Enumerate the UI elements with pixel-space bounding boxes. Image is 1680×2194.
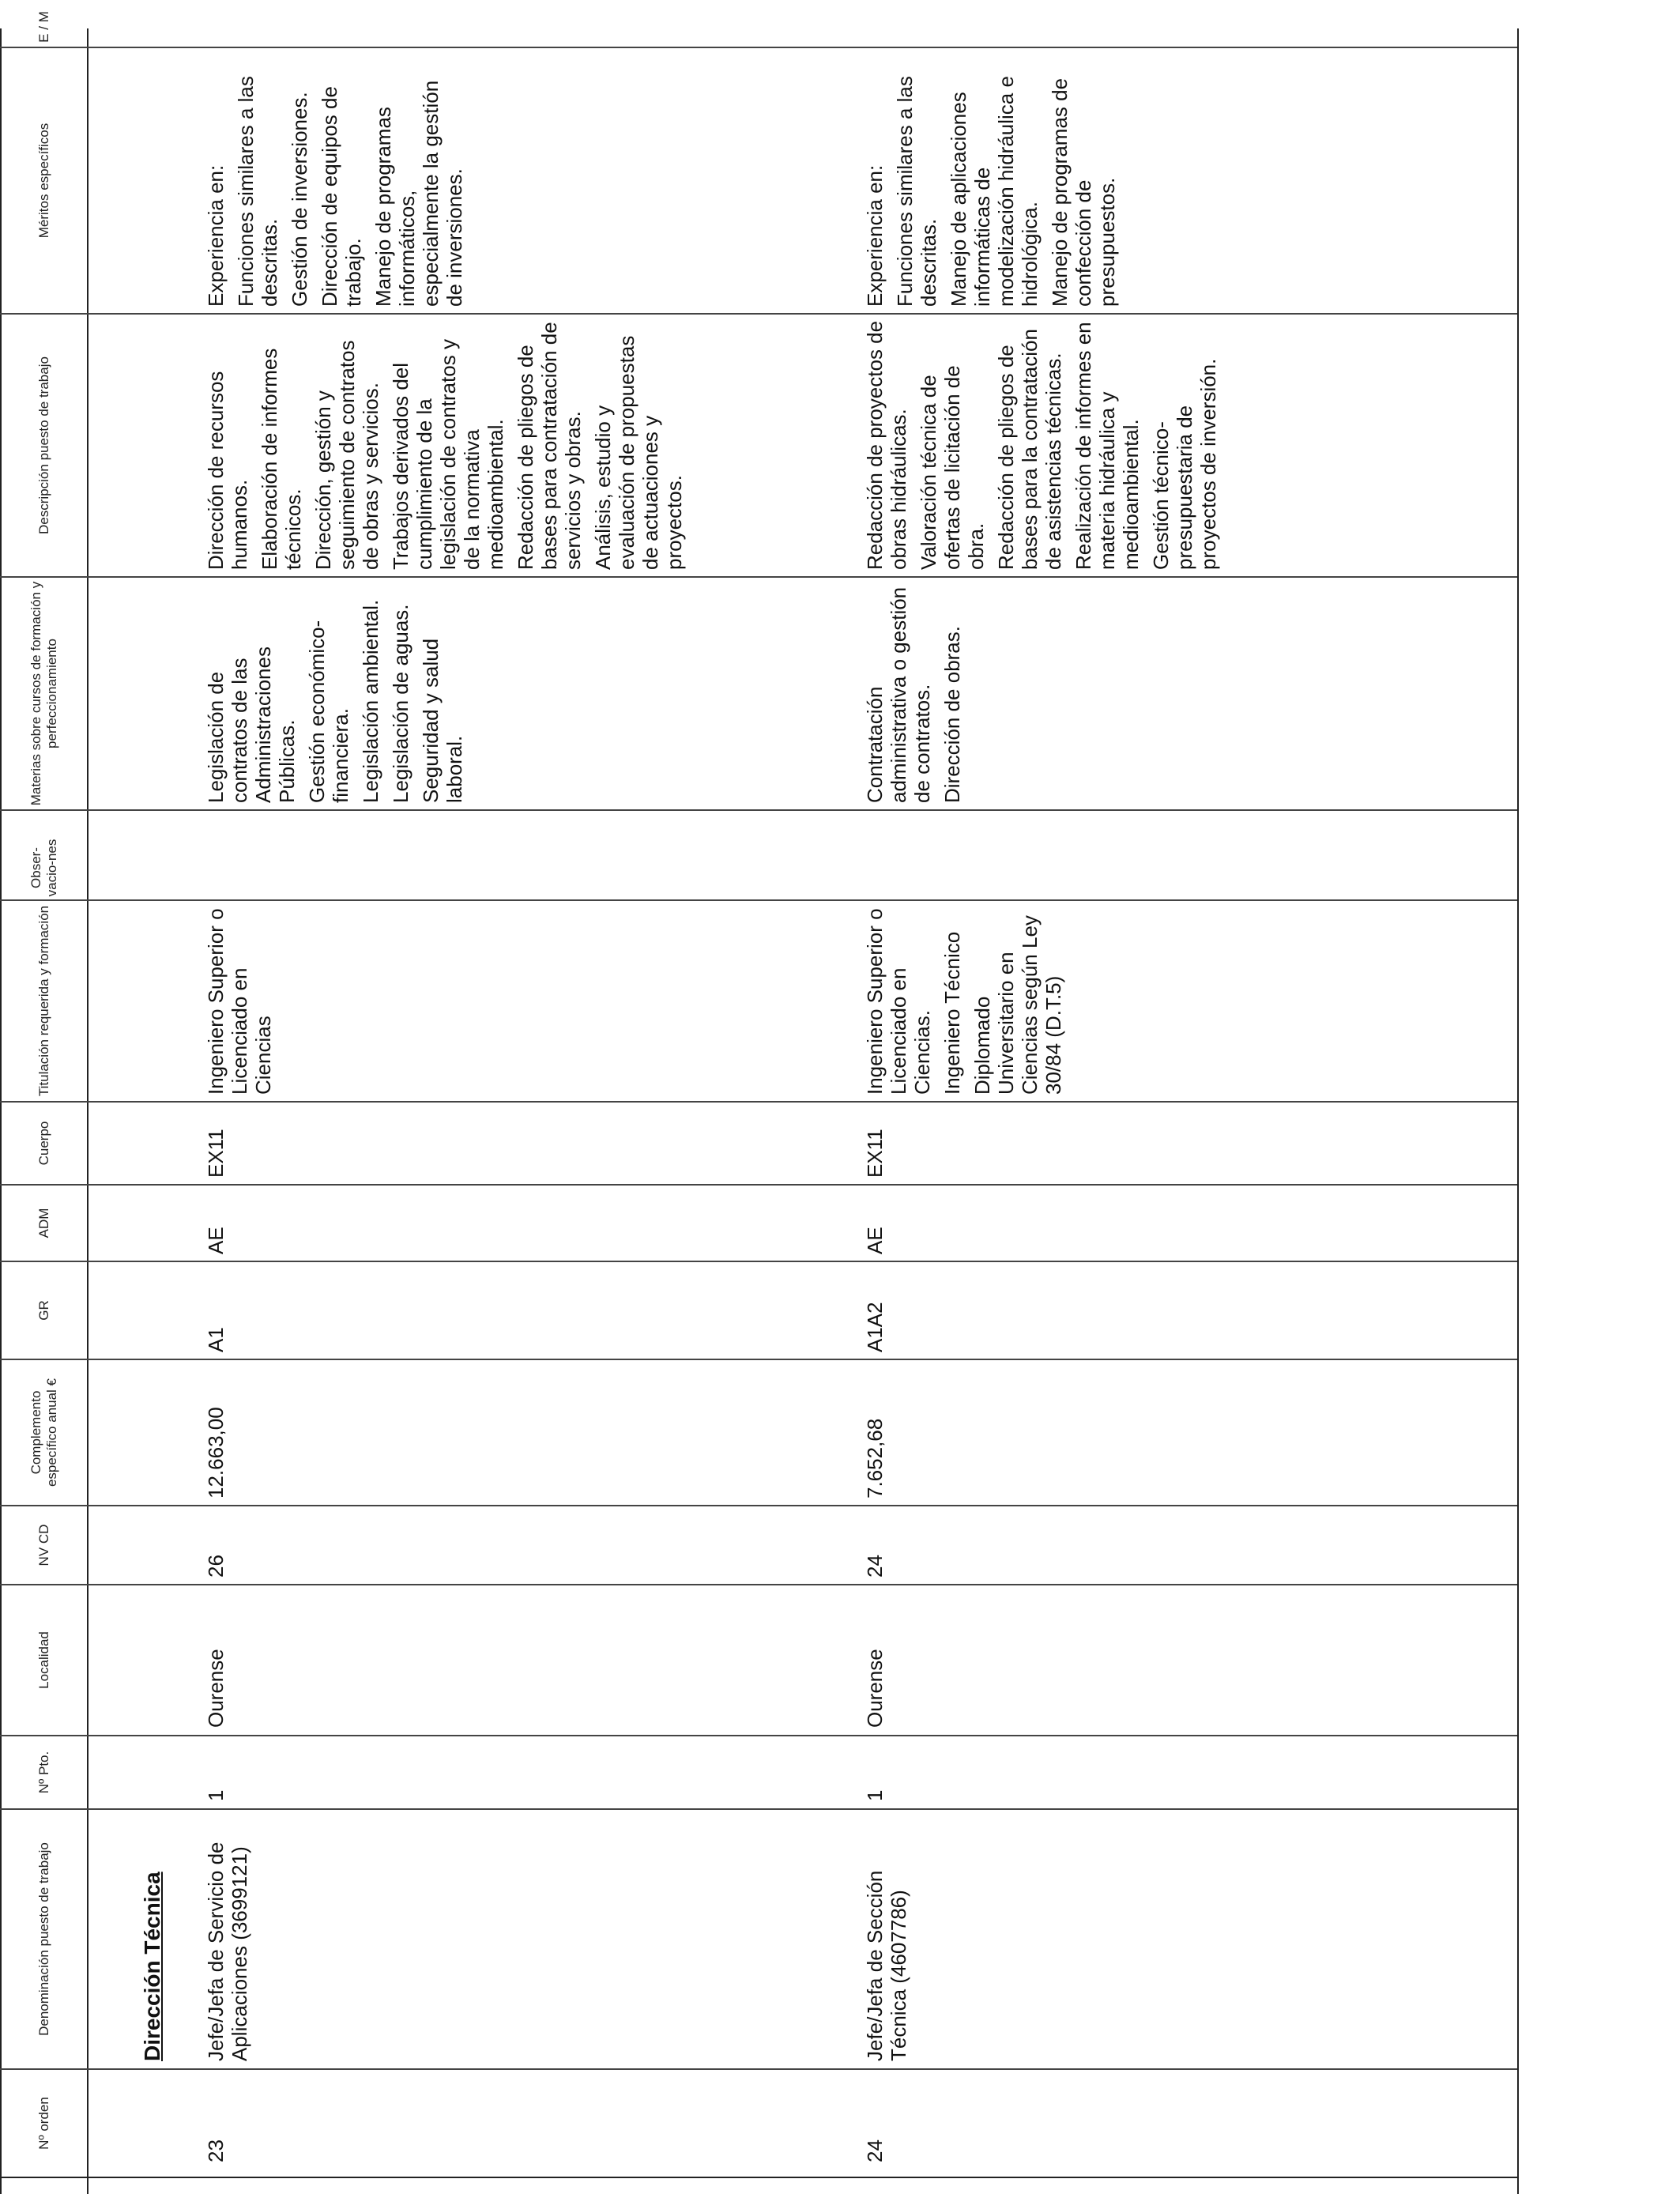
materias-item: Legislación ambiental. [359, 599, 382, 803]
titulacion-item: Ingeniero Técnico [940, 931, 964, 1095]
row-complemento: 7.652,68 [863, 1418, 887, 1498]
row-materias [204, 582, 473, 803]
descripcion-item: Gestión técnico-presupuestaria de proyectos de inversión. [1149, 358, 1220, 570]
outer-left-rule [0, 2177, 1517, 2178]
row-adm: AE [204, 1227, 228, 1254]
meritos-item: Gestión de inversiones. [288, 92, 311, 307]
row-meritos [204, 54, 473, 307]
header-gr: GR [36, 1300, 51, 1321]
row-orden: 23 [204, 2139, 228, 2162]
header-em: E / M [36, 11, 51, 43]
titulacion-item: Ingeniero Superior o Licenciado en Ciencias [204, 908, 275, 1095]
header-observaciones: Obser-vacio-nes [28, 839, 59, 897]
descripcion-item: Valoración técnica de ofertas de licitación de obra. [917, 365, 988, 570]
row-descripcion [204, 317, 692, 570]
col-sep-8 [0, 1184, 1517, 1186]
row-titulacion [863, 905, 1072, 1095]
row-cuerpo: EX11 [863, 1129, 887, 1178]
materias-item: Seguridad y salud laboral. [419, 638, 466, 803]
row-cuerpo: EX11 [204, 1129, 228, 1178]
meritos-item: Manejo de programas de confección de presupuestos. [1048, 77, 1119, 307]
header-complemento: Complemento específico anual € [28, 1378, 59, 1487]
row-descripcion [863, 317, 1226, 570]
col-sep-4 [0, 1584, 1517, 1585]
row-orden: 24 [863, 2139, 887, 2162]
meritos-item: Manejo de programas informáticos, especialmente la gestión de inversiones. [371, 80, 466, 307]
header-descripcion: Descripción puesto de trabajo [36, 356, 51, 534]
row-localidad: Ourense [863, 1649, 887, 1728]
materias-item: Legislación de aguas. [389, 604, 412, 803]
row-denominacion: Jefe/Jefa de Servicio de Aplicaciones (3699121) [204, 1842, 251, 2061]
header-adm: ADM [36, 1208, 51, 1238]
row-denominacion: Jefe/Jefa de Sección Técnica (4607786) [863, 1870, 910, 2061]
row-complemento: 12.663,00 [204, 1407, 228, 1498]
row-gr: A1 [204, 1327, 228, 1352]
col-sep-14 [0, 47, 1517, 48]
col-sep-11 [0, 809, 1517, 811]
descripcion-item: Análisis, estudio y evaluación de propuestas de actuaciones y proyectos. [591, 335, 686, 570]
header-materias: Materias sobre cursos de formación y perfeccionamiento [28, 581, 59, 806]
row-titulacion [204, 905, 281, 1095]
header-npto: Nº Pto. [36, 1751, 51, 1794]
row-gr: A1A2 [863, 1302, 887, 1352]
row-localidad: Ourense [204, 1649, 228, 1728]
meritos-item: Dirección de equipos de trabajo. [318, 86, 365, 307]
row-nvcd: 26 [204, 1555, 228, 1578]
col-sep-13 [0, 313, 1517, 315]
col-sep-3 [0, 1735, 1517, 1736]
col-sep-7 [0, 1261, 1517, 1262]
section-title: Dirección Técnica [140, 1872, 164, 2061]
header-meritos: Méritos específicos [36, 123, 51, 239]
header-denominacion: Denominación puesto de trabajo [36, 1842, 51, 2036]
col-sep-6 [0, 1359, 1517, 1360]
row-adm: AE [863, 1227, 887, 1254]
col-sep-5 [0, 1505, 1517, 1506]
titulacion-item: Diplomado Universitario en Ciencias según Ley 30/84 (D.T.5) [970, 915, 1065, 1095]
descripcion-item: Dirección de recursos humanos. [204, 371, 251, 570]
meritos-item: Funciones similares a las descritas. [234, 76, 281, 307]
materias-item: Gestión económico-financiera. [305, 620, 352, 803]
header-localidad: Localidad [36, 1631, 51, 1689]
col-sep-12 [0, 576, 1517, 578]
header-cuerpo: Cuerpo [36, 1121, 51, 1166]
descripcion-item: Realización de informes en materia hidráulica y medioambiental. [1072, 322, 1143, 570]
header-orden: Nº orden [36, 2097, 51, 2150]
row-npto: 1 [204, 1789, 228, 1801]
row-materias [863, 582, 970, 803]
header-nvcd: NV CD [36, 1524, 51, 1566]
col-sep-9 [0, 1101, 1517, 1103]
header-bottom-rule [87, 28, 89, 2194]
titulacion-item: Ingeniero Superior o Licenciado en Ciencias. [863, 908, 934, 1095]
header-titulacion: Titulación requerida y formación [36, 905, 51, 1097]
descripcion-item: Redacción de pliegos de bases para la contratación de asistencias técnicas. [994, 329, 1065, 570]
meritos-item: Experiencia en: [863, 164, 887, 307]
row-meritos [863, 54, 1125, 307]
descripcion-item: Redacción de pliegos de bases para contratación de servicios y obras. [514, 322, 585, 570]
materias-item: Legislación de contratos de las Administraciones Públicas. [204, 647, 299, 803]
row-nvcd: 24 [863, 1555, 887, 1578]
row-npto: 1 [863, 1789, 887, 1801]
meritos-item: Manejo de aplicaciones informáticas de modelización hidráulica e hidrológica. [947, 76, 1042, 307]
materias-item: Dirección de obras. [940, 626, 964, 803]
col-sep-10 [0, 899, 1517, 901]
materias-item: Contratación administrativa o gestión de contratos. [863, 586, 934, 803]
meritos-item: Experiencia en: [204, 164, 228, 307]
descripcion-item: Elaboración de informes técnicos. [258, 348, 305, 570]
table-bottom-rule [1517, 28, 1519, 2194]
descripcion-item: Dirección, gestión y seguimiento de contratos de obras y servicios. [311, 340, 382, 570]
descripcion-item: Trabajos derivados del cumplimiento de la legislación de contratos y de la normativa medioambiental. [389, 339, 507, 570]
descripcion-item: Redacción de proyectos de obras hidráulicas. [863, 320, 910, 570]
col-sep-1 [0, 2068, 1517, 2070]
meritos-item: Funciones similares a las descritas. [893, 76, 940, 307]
